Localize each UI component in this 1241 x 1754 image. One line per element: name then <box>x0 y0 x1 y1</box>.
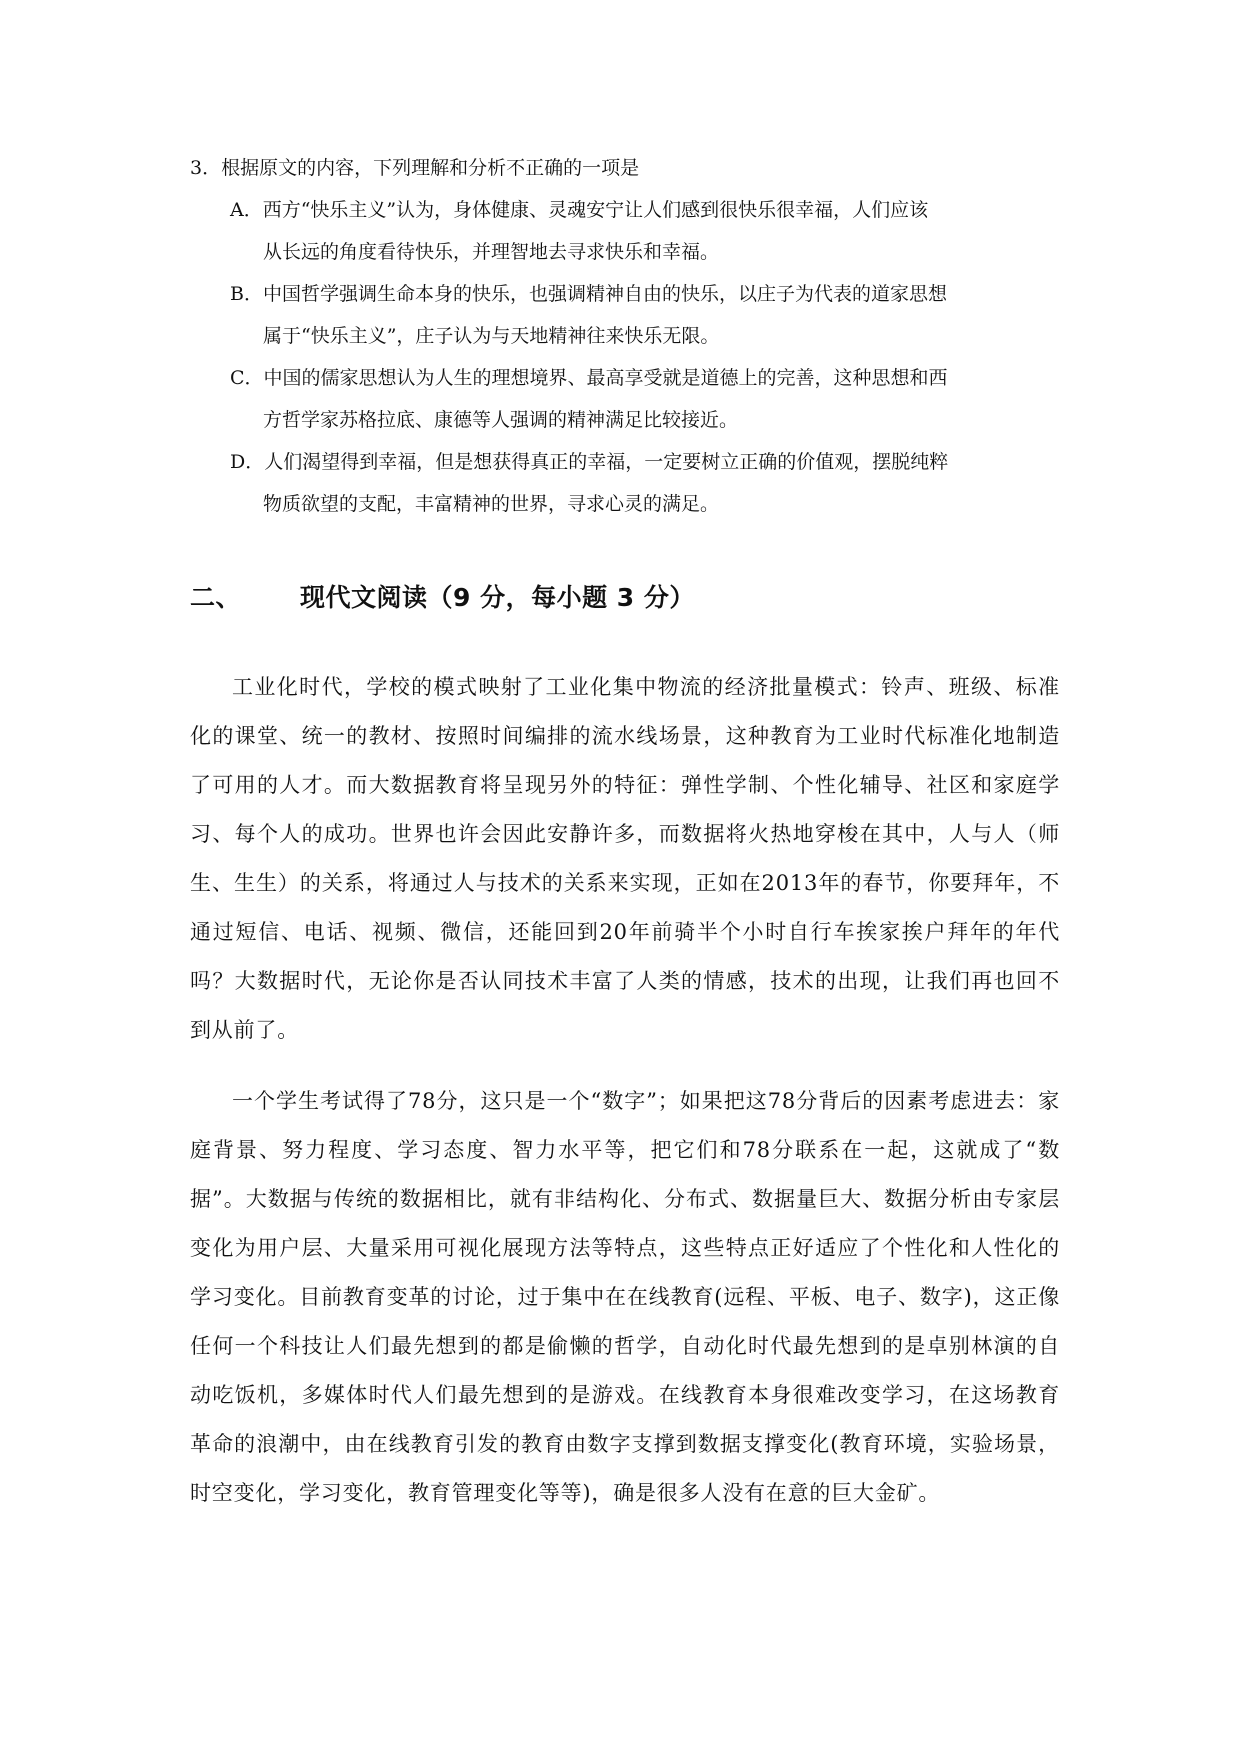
option-c-line2: 方哲学家苏格拉底、康德等人强调的精神满足比较接近。 <box>263 409 739 431</box>
option-a-line1: A．西方“快乐主义”认为，身体健康、灵魂安宁让人们感到很快乐很幸福，人们应该 <box>230 199 929 221</box>
option-a <box>230 189 1070 273</box>
passage-paragraph-2: 一个学生考试得了78分，这只是一个“数字”；如果把这78分背后的因素考虑进去：家庭背景、努力程度、学习态度、智力水平等，把它们和78分联系在一起，这就成了“数据”。大数据与传统的数据相比，就有非结构化、分布式、数据量巨大、数据分析由专家层变化为用户层、大量采用可视化展现方法等特点，这些特点正好适应了个性化和人性化的学习变化。目前教育变革的讨论，过于集中在在线教育(远程、平板、电子、数字)，这正像任何一个科技让人们最先想到的都是偷懒的哲学，自动化时代最先想到的是卓别林演的自动吃饭机，多媒体时代人们最先想到的是游戏。在线教育本身很难改变学习，在这场教育革命的浪潮中，由在线教育引发的教育由数字支撑到数据支撑变化(教育环境，实验场景，时空变化，学习变化，教育管理变化等等)，确是很多人没有在意的巨大金矿。 <box>190 1089 1060 1505</box>
option-d-line1: D．人们渴望得到幸福，但是想获得真正的幸福，一定要树立正确的价值观，摆脱纯粹 <box>230 451 949 473</box>
option-d <box>230 441 1070 525</box>
option-c <box>230 357 1070 441</box>
option-b-line2: 属于“快乐主义”，庄子认为与天地精神往来快乐无限。 <box>263 325 720 347</box>
question-3 <box>190 147 1070 525</box>
section-number: 二、 <box>190 583 242 612</box>
option-b-line1: B．中国哲学强调生命本身的快乐，也强调精神自由的快乐，以庄子为代表的道家思想 <box>230 283 947 305</box>
question-stem: 3．根据原文的内容，下列理解和分析不正确的一项是 <box>190 157 640 179</box>
passage-paragraph-1: 工业化时代，学校的模式映射了工业化集中物流的经济批量模式：铃声、班级、标准化的课堂、统一的教材、按照时间编排的流水线场景，这种教育为工业时代标准化地制造了可用的人才。而大数据教育将呈现另外的特征：弹性学制、个性化辅导、社区和家庭学习、每个人的成功。世界也许会因此安静许多，而数据将火热地穿梭在其中，人与人（师生、生生）的关系，将通过人与技术的关系来实现，正如在2013年的春节，你要拜年，不通过短信、电话、视频、微信，还能回到20年前骑半个小时自行车挨家挨户拜年的年代吗？大数据时代，无论你是否认同技术丰富了人类的情感，技术的出现，让我们再也回不到从前了。 <box>190 675 1060 1042</box>
reading-passage <box>190 663 1060 1540</box>
option-a-line2: 从长远的角度看待快乐，并理智地去寻求快乐和幸福。 <box>263 241 720 263</box>
section-title: 现代文阅读（9 分，每小题 3 分） <box>300 583 695 612</box>
option-c-line1: C．中国的儒家思想认为人生的理想境界、最高享受就是道德上的完善，这种思想和西 <box>230 367 948 389</box>
option-d-line2: 物质欲望的支配，丰富精神的世界，寻求心灵的满足。 <box>263 493 720 515</box>
option-b <box>230 273 1070 357</box>
section-heading <box>190 578 695 618</box>
